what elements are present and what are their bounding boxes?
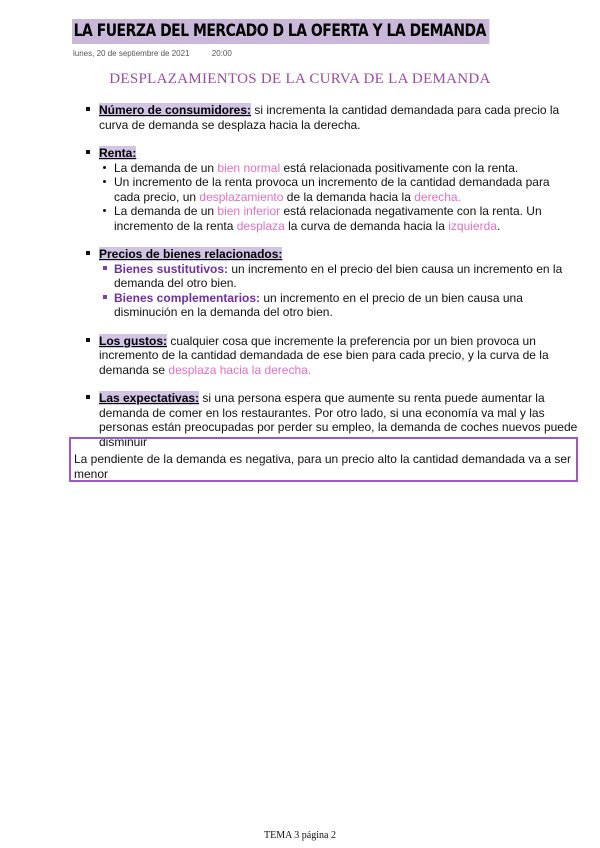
list-item xyxy=(86,175,578,204)
square-bullet-icon xyxy=(86,395,90,399)
sub-label: Bienes complementarios: xyxy=(114,290,261,305)
page-title: LA FUERZA DEL MERCADO D LA OFERTA Y LA DEMANDA xyxy=(72,19,489,44)
section-label: Las expectativas: xyxy=(99,391,200,405)
purple-square-bullet-icon xyxy=(103,266,107,270)
section-label: Número de consumidores: xyxy=(99,103,252,117)
page-footer: TEMA 3 página 2 xyxy=(264,830,336,841)
section-text: si una persona espera que aumente su renta puede aumentar la demanda de comer en los restaurantes. Por otro lado, si una economía va mal y las personas están preocupadas por perder su empleo, la demanda de coches nuevos puede disminuir xyxy=(99,391,578,449)
section-text: cualquier cosa que incremente la preferencia por un bien provoca un incremento de la cantidad demandada de ese bien para cada precio, y la curva de la demanda se xyxy=(99,333,549,377)
list-item xyxy=(86,291,578,320)
section-gustos xyxy=(86,334,578,378)
highlight-text: desplaza hacia la derecha. xyxy=(168,362,312,377)
section-precios xyxy=(86,247,578,320)
square-bullet-icon xyxy=(86,107,90,111)
list-item xyxy=(86,262,578,291)
list-item xyxy=(86,204,578,233)
text-run: está relacionada positivamente con la renta. xyxy=(280,160,519,175)
text-run: un incremento en el precio de un bien causa una disminución en la demanda del otro bien. xyxy=(114,290,523,319)
notes-content xyxy=(86,103,578,463)
highlight-text: desplazamiento xyxy=(199,189,284,204)
text-run: Un incremento de la renta provoca un incremento de la cantidad demandada para cada precio, un xyxy=(114,175,550,204)
page-date: lunes, 20 de septiembre de 2021 xyxy=(73,49,190,58)
text-run: . xyxy=(496,218,501,233)
highlight-text: izquierda xyxy=(448,218,497,233)
dot-bullet-icon xyxy=(103,209,106,212)
text-run: la curva de demanda hacia la xyxy=(284,218,449,233)
text-run: La demanda de un xyxy=(114,204,218,218)
sub-label: Bienes sustitutivos: xyxy=(114,261,229,276)
section-label: Renta: xyxy=(99,146,137,160)
highlight-text: bien inferior xyxy=(217,204,281,218)
note-box[interactable]: La pendiente de la demanda es negativa, para un precio alto la cantidad demandada va a ser menor xyxy=(69,437,578,482)
square-bullet-icon xyxy=(86,150,90,154)
square-bullet-icon xyxy=(86,338,90,342)
section-text: si incrementa la cantidad demandada para cada precio la curva de demanda se desplaza hacia la derecha. xyxy=(99,103,560,132)
section-label: Precios de bienes relacionados: xyxy=(99,247,283,261)
text-run: está relacionada negativamente con la renta. Un incremento de la renta xyxy=(114,204,542,233)
text-run: un incremento en el precio del bien causa un incremento en la demanda del otro bien. xyxy=(114,261,563,290)
section-renta xyxy=(86,146,578,233)
highlight-text: bien normal xyxy=(217,160,281,175)
text-run: La demanda de un xyxy=(114,160,218,175)
section-consumidores xyxy=(86,103,578,132)
list-item xyxy=(86,161,578,176)
highlight-text: desplaza xyxy=(236,218,285,233)
text-run: de la demanda hacia la xyxy=(283,189,415,204)
page-time: 20:00 xyxy=(211,49,232,58)
section-subtitle: DESPLAZAMIENTOS DE LA CURVA DE LA DEMANDA xyxy=(109,71,491,87)
purple-square-bullet-icon xyxy=(103,295,107,299)
dot-bullet-icon xyxy=(103,180,106,183)
page-meta xyxy=(73,49,232,58)
section-label: Los gustos: xyxy=(99,333,167,348)
highlight-text: derecha. xyxy=(414,189,461,204)
square-bullet-icon xyxy=(86,251,90,255)
dot-bullet-icon xyxy=(103,166,106,169)
